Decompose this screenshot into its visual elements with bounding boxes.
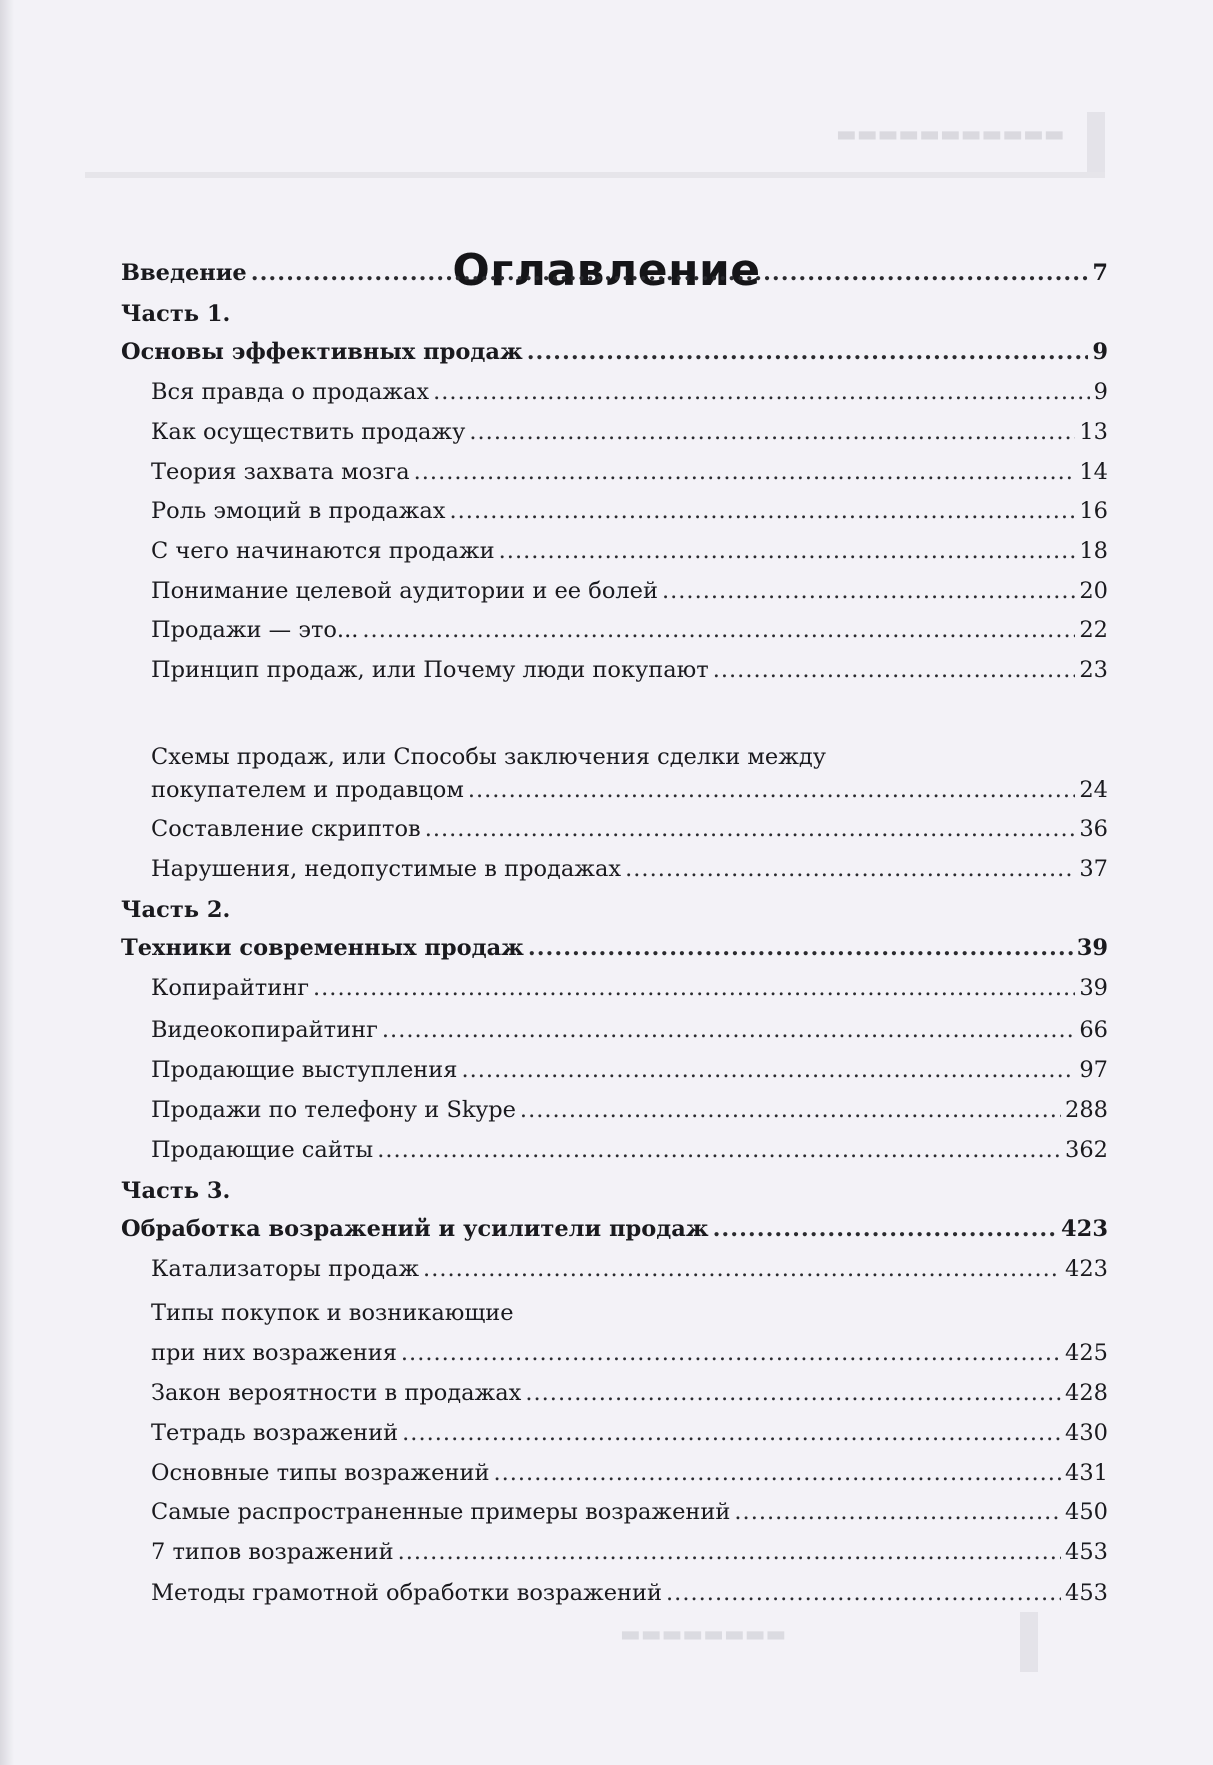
toc-entry-label: С чего начинаются продажи (151, 538, 495, 564)
toc-entry[interactable] (151, 1013, 1108, 1047)
toc-page-number: 36 (1079, 816, 1108, 842)
toc-page-number: 23 (1079, 657, 1108, 683)
toc-entry[interactable] (151, 1576, 1108, 1610)
toc-page-number: 37 (1079, 856, 1108, 882)
toc-page-number: 428 (1065, 1380, 1108, 1406)
dot-leader (377, 1133, 1061, 1167)
toc-entry-label: Типы покупок и возникающие (151, 1300, 514, 1326)
toc-entry[interactable] (151, 1535, 1108, 1569)
dot-leader (499, 534, 1076, 568)
toc-entry[interactable] (151, 971, 1108, 1005)
toc-entry-label: Видеокопирайтинг (151, 1017, 378, 1043)
toc-entry (151, 1296, 1108, 1330)
toc-entry[interactable] (151, 1053, 1108, 1087)
toc-entry[interactable] (151, 1336, 1108, 1370)
toc-page-number: 430 (1065, 1420, 1108, 1446)
dot-leader (414, 455, 1076, 489)
toc-entry-label: Вся правда о продажах (151, 379, 430, 405)
bleed-through-footer-text: ▬▬▬▬▬▬▬▬ (620, 1622, 787, 1647)
dot-leader (469, 415, 1075, 449)
toc-entry-label: Методы грамотной обработки возражений (151, 1580, 663, 1606)
dot-leader (520, 1093, 1061, 1127)
toc-page-number: 450 (1065, 1499, 1108, 1525)
toc-entry[interactable] (151, 375, 1108, 409)
dot-leader (528, 931, 1073, 965)
toc-page-number: 13 (1079, 419, 1108, 445)
toc-entry-label: Часть 1. (121, 301, 231, 327)
dot-leader (461, 1053, 1075, 1087)
toc-entry-label: Составление скриптов (151, 816, 421, 842)
dot-leader (401, 1336, 1061, 1370)
dot-leader (398, 1535, 1061, 1569)
toc-page-number: 16 (1079, 498, 1108, 524)
toc-entry-label: Техники современных продаж (121, 935, 524, 961)
toc-entry-label: Катализаторы продаж (151, 1256, 420, 1282)
toc-page-number: 14 (1079, 459, 1108, 485)
toc-entry (151, 740, 1108, 774)
toc-entry-label: Тетрадь возражений (151, 1420, 399, 1446)
toc-page-number: 423 (1061, 1216, 1108, 1242)
dot-leader (713, 653, 1076, 687)
dot-leader (423, 1252, 1061, 1286)
toc-entry[interactable] (151, 415, 1108, 449)
dot-leader (362, 613, 1075, 647)
toc-page-number: 425 (1065, 1340, 1108, 1366)
toc-entry[interactable] (151, 812, 1108, 846)
toc-entry[interactable] (121, 1212, 1108, 1246)
toc-entry[interactable] (121, 335, 1108, 369)
toc-entry[interactable] (151, 534, 1108, 568)
toc-entry[interactable] (151, 773, 1108, 807)
toc-entry-label: Основы эффективных продаж (121, 339, 523, 365)
toc-entry[interactable] (151, 852, 1108, 886)
toc-entry[interactable] (151, 494, 1108, 528)
toc-entry-label: при них возражения (151, 1340, 397, 1366)
toc-entry-label: Нарушения, недопустимые в продажах (151, 856, 622, 882)
toc-page-number: 453 (1065, 1580, 1108, 1606)
dot-leader (734, 1495, 1061, 1529)
toc-entry-label: Основные типы возражений (151, 1460, 490, 1486)
toc-entry-label: Понимание целевой аудитории и ее болей (151, 578, 658, 604)
toc-page-number: 7 (1092, 260, 1108, 286)
dot-leader (625, 852, 1075, 886)
toc-entry-label: Принцип продаж, или Почему люди покупают (151, 657, 709, 683)
toc-entry-label: Схемы продаж, или Способы заключения сделки между (151, 744, 826, 770)
dot-leader (525, 1376, 1061, 1410)
toc-entry-label: 7 типов возражений (151, 1539, 394, 1565)
toc-page-number: 22 (1079, 617, 1108, 643)
toc-entry-label: Продающие выступления (151, 1057, 458, 1083)
dot-leader (425, 812, 1076, 846)
toc-page-number: 39 (1076, 935, 1108, 961)
toc-page-number: 20 (1079, 578, 1108, 604)
toc-entry-label: Часть 2. (121, 897, 231, 923)
toc-entry-label: Закон вероятности в продажах (151, 1380, 522, 1406)
toc-page-number: 362 (1065, 1137, 1108, 1163)
toc-entry[interactable] (151, 653, 1108, 687)
toc-page-number: 39 (1079, 975, 1108, 1001)
toc-entry-label: Как осуществить продажу (151, 419, 466, 445)
toc-entry-label: Теория захвата мозга (151, 459, 410, 485)
toc-entry-label: Самые распространенные примеры возражений (151, 1499, 731, 1525)
toc-entry-label: Продажи — это... (151, 617, 359, 643)
bleed-through-header-text: ▬▬▬▬▬▬▬▬▬▬▬ (836, 122, 1065, 147)
toc-entry[interactable] (121, 931, 1108, 965)
toc-entry-label: Копирайтинг (151, 975, 309, 1001)
dot-leader (402, 1416, 1061, 1450)
toc-page-number: 97 (1079, 1057, 1108, 1083)
toc-page-number: 423 (1065, 1256, 1108, 1282)
toc-entry-label: Введение (121, 260, 247, 286)
toc-entry-label: покупателем и продавцом (151, 777, 464, 803)
toc-entry[interactable] (121, 256, 1108, 290)
toc-entry[interactable] (151, 455, 1108, 489)
toc-entry[interactable] (151, 1252, 1108, 1286)
dot-leader (433, 375, 1090, 409)
toc-part-heading (121, 297, 1108, 331)
toc-entry-label: Продающие сайты (151, 1137, 374, 1163)
toc-entry-label: Продажи по телефону и Skype (151, 1097, 516, 1123)
toc-page-number: 9 (1093, 379, 1108, 405)
toc-part-heading (121, 1174, 1108, 1208)
toc-entry[interactable] (151, 1456, 1108, 1490)
toc-page-number: 9 (1092, 339, 1108, 365)
toc-entry-label: Обработка возражений и усилители продаж (121, 1216, 709, 1242)
toc-page-number: 288 (1065, 1097, 1108, 1123)
toc-page-number: 453 (1065, 1539, 1108, 1565)
dot-leader (449, 494, 1075, 528)
dot-leader (468, 773, 1076, 807)
dot-leader (662, 574, 1075, 608)
dot-leader (251, 256, 1089, 290)
dot-leader (313, 971, 1075, 1005)
toc-entry[interactable] (151, 1093, 1108, 1127)
toc-entry[interactable] (151, 613, 1108, 647)
toc-page-number: 66 (1079, 1017, 1108, 1043)
page-title: Оглавление (452, 245, 761, 297)
dot-leader (713, 1212, 1057, 1246)
toc-page-number: 431 (1065, 1460, 1108, 1486)
toc-entry-label: Часть 3. (121, 1178, 231, 1204)
dot-leader (666, 1576, 1061, 1610)
toc-entry[interactable] (151, 1376, 1108, 1410)
toc-entry[interactable] (151, 1495, 1108, 1529)
dot-leader (382, 1013, 1075, 1047)
toc-entry[interactable] (151, 1133, 1108, 1167)
toc-entry[interactable] (151, 1416, 1108, 1450)
toc-page-number: 18 (1079, 538, 1108, 564)
dot-leader (527, 335, 1089, 369)
toc-entry-label: Роль эмоций в продажах (151, 498, 446, 524)
dot-leader (493, 1456, 1061, 1490)
toc-part-heading (121, 893, 1108, 927)
toc-entry[interactable] (151, 574, 1108, 608)
toc-page-number: 24 (1079, 777, 1108, 803)
